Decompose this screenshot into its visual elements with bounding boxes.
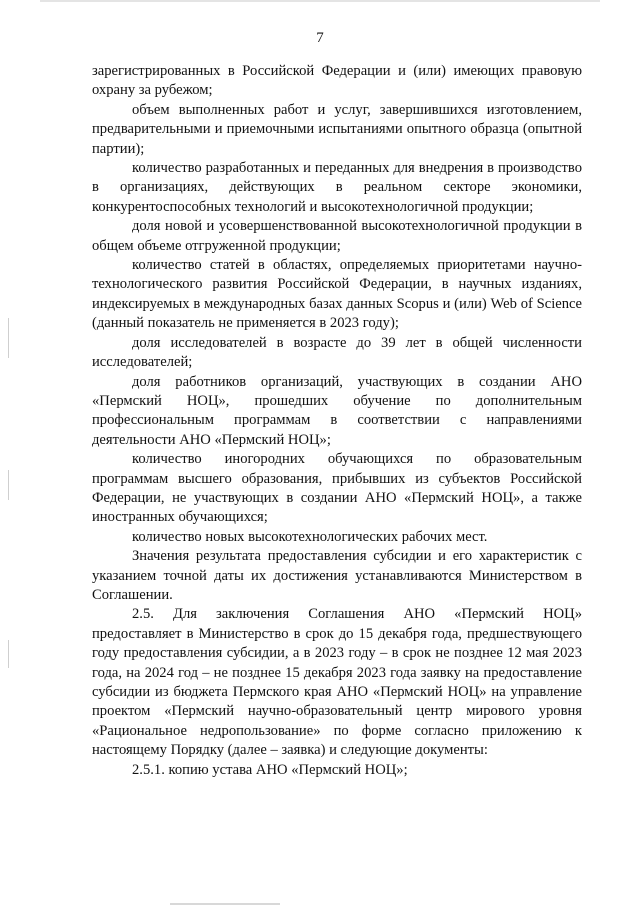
paragraph-continuation: зарегистрированных в Российской Федерации и (или) имеющих правовую охрану за рубежом; <box>92 63 582 99</box>
paragraph-section-2-5: 2.5. Для заключения Соглашения АНО «Пермский НОЦ» предоставляет в Министерство в срок до 15 декабря года, предшествующего году предоставления субсидии, а в 2023 году – в срок не позднее 12 мая 2023 года, на 2024 год – не позднее 15 декабря 2023 года заявку на предоставление субсидии из бюджета Пермского края АНО «Пермский НОЦ» на управление проектом «Пермский научно-образовательный центр мирового уровня «Рациональное недропользование» по форме согласно приложению к настоящему Порядку (далее – заявка) и следующие документы: <box>92 606 582 759</box>
paragraph: количество статей в областях, определяемых приоритетами научно-технологического развития Российской Федерации, в научных изданиях, индексируемых в международных базах данных Scopus и (или) Web of Science (данный показатель не применяется в 2023 году); <box>92 257 582 332</box>
paragraph: количество новых высокотехнологических рабочих мест. <box>132 528 488 545</box>
page-number: 7 <box>316 30 324 46</box>
paragraph: количество иногородних обучающихся по образовательным программам высшего образования, прибывших из субъектов Российской Федерации, не участвующих в создании АНО «Пермский НОЦ», а также иностранных обучающихся; <box>92 451 582 526</box>
paragraph: доля исследователей в возрасте до 39 лет в общей численности исследователей; <box>92 334 582 371</box>
paragraph: объем выполненных работ и услуг, завершившихся изготовлением, предварительными и приемочными испытаниями опытного образца (опытной партии); <box>92 101 582 157</box>
paragraph: доля работников организаций, участвующих в создании АНО «Пермский НОЦ», прошедших обучение по дополнительным профессиональным программам в соответствии с направлениями деятельности АНО «Пермский НОЦ»; <box>92 373 582 448</box>
scan-edge-mark <box>8 470 9 500</box>
paragraph-section-2-5-1: 2.5.1. копию устава АНО «Пермский НОЦ»; <box>132 761 408 778</box>
scan-edge-mark <box>8 318 9 358</box>
scan-edge-mark <box>8 640 9 668</box>
paragraph: количество разработанных и переданных для внедрения в производство в организациях, действующих в реальном секторе экономики, конкурентоспособных технологий и высокотехнологичной продукции; <box>92 160 582 215</box>
paragraph: Значения результата предоставления субсидии и его характеристик с указанием точной даты их достижения устанавливаются Министерством в Соглашении. <box>92 548 582 603</box>
scan-edge-top <box>40 0 600 2</box>
paragraph: доля новой и усовершенствованной высокотехнологичной продукции в общем объеме отгруженной продукции; <box>92 218 582 254</box>
document-body <box>92 62 582 780</box>
